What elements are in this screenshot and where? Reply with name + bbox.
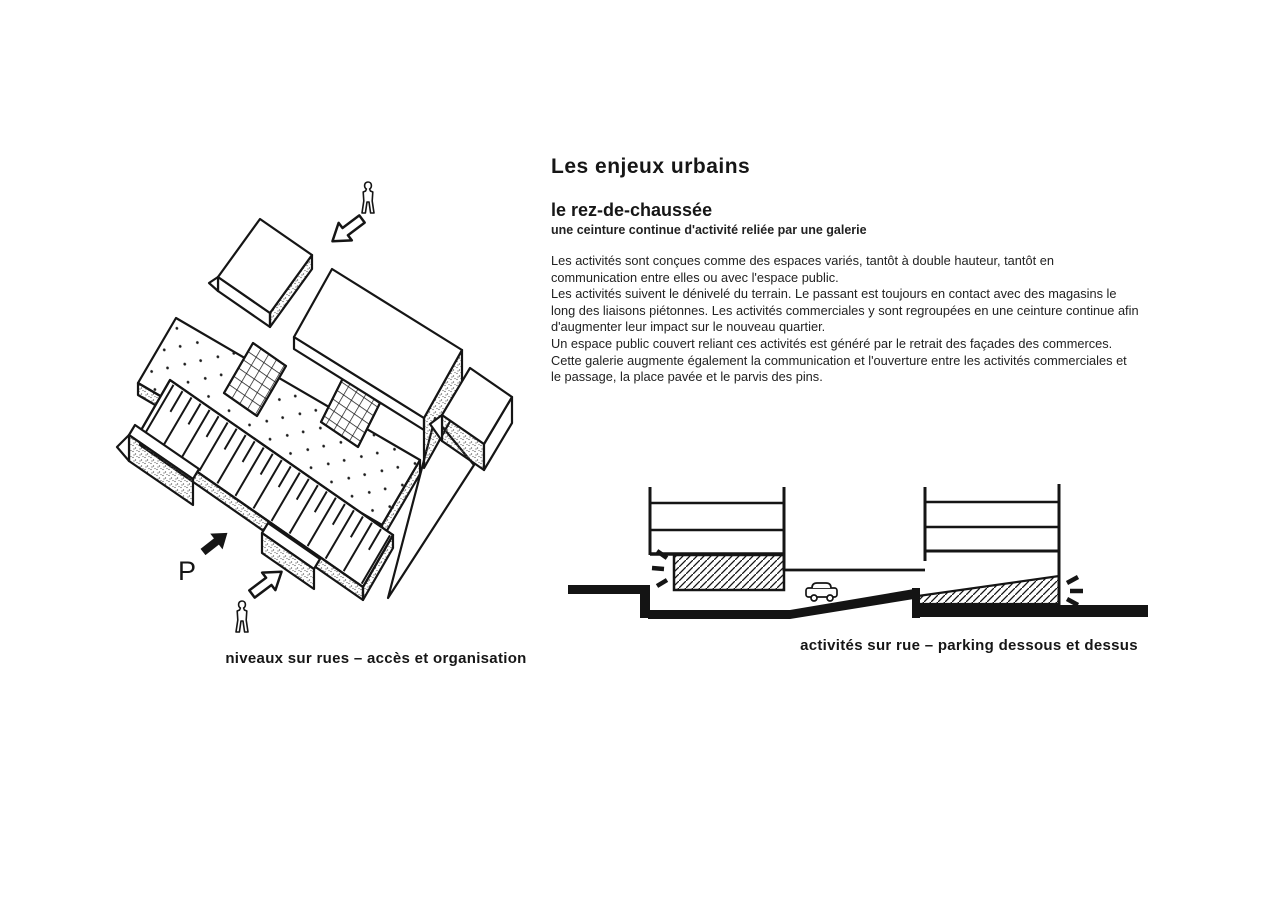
parking-arrow-icon [197, 525, 234, 560]
entry-arrow-bottom-icon [245, 563, 288, 603]
activity-rays-right-icon [1067, 577, 1083, 605]
paragraph-1: Les activités sont conçues comme des espaces variés, tantôt à double hauteur, tantôt en communication entre elles ou avec l'espace public. [551, 253, 1054, 285]
parking-ramp-wedge [918, 576, 1059, 604]
paragraph-3: Un espace public couvert reliant ces activités est généré par le retrait des façades des commerces. Cette galerie augmente également la communication et l'ouverture entre les activités commerciales et le passage, la place pavée et le parvis des pins. [551, 335, 1127, 385]
axon-caption: niveaux sur rues – accès et organisation [225, 650, 527, 667]
section-diagram [555, 465, 1160, 630]
section-subtitle: le rez-de-chaussée [551, 200, 713, 220]
paragraph-2: Les activités suivent le dénivelé du terrain. Le passant est toujours en contact avec des magasins le long des liaisons piétonnes. Les activités commerciales y sont regroupées en une ceinture continue afin d'augmenter leur impact sur le nouveau quartier. [551, 286, 1139, 335]
section-caption: activités sur rue – parking dessous et dessus [800, 637, 1138, 654]
entry-arrow-top-icon [326, 210, 369, 250]
body-text [551, 253, 1139, 386]
right-building-section [918, 484, 1059, 606]
car-icon [806, 583, 837, 601]
ground-profile [568, 585, 1148, 619]
pedestrian-bottom-icon [236, 601, 248, 632]
parking-label: P [178, 556, 197, 586]
activity-rays-left-icon [652, 551, 667, 586]
left-building-section [650, 487, 784, 590]
activity-band-left [674, 555, 784, 590]
page-title: Les enjeux urbains [551, 155, 751, 178]
pedestrian-top-icon [362, 182, 374, 213]
axonometric-diagram [115, 175, 545, 645]
section-tagline: une ceinture continue d'activité reliée par une galerie [551, 223, 867, 237]
